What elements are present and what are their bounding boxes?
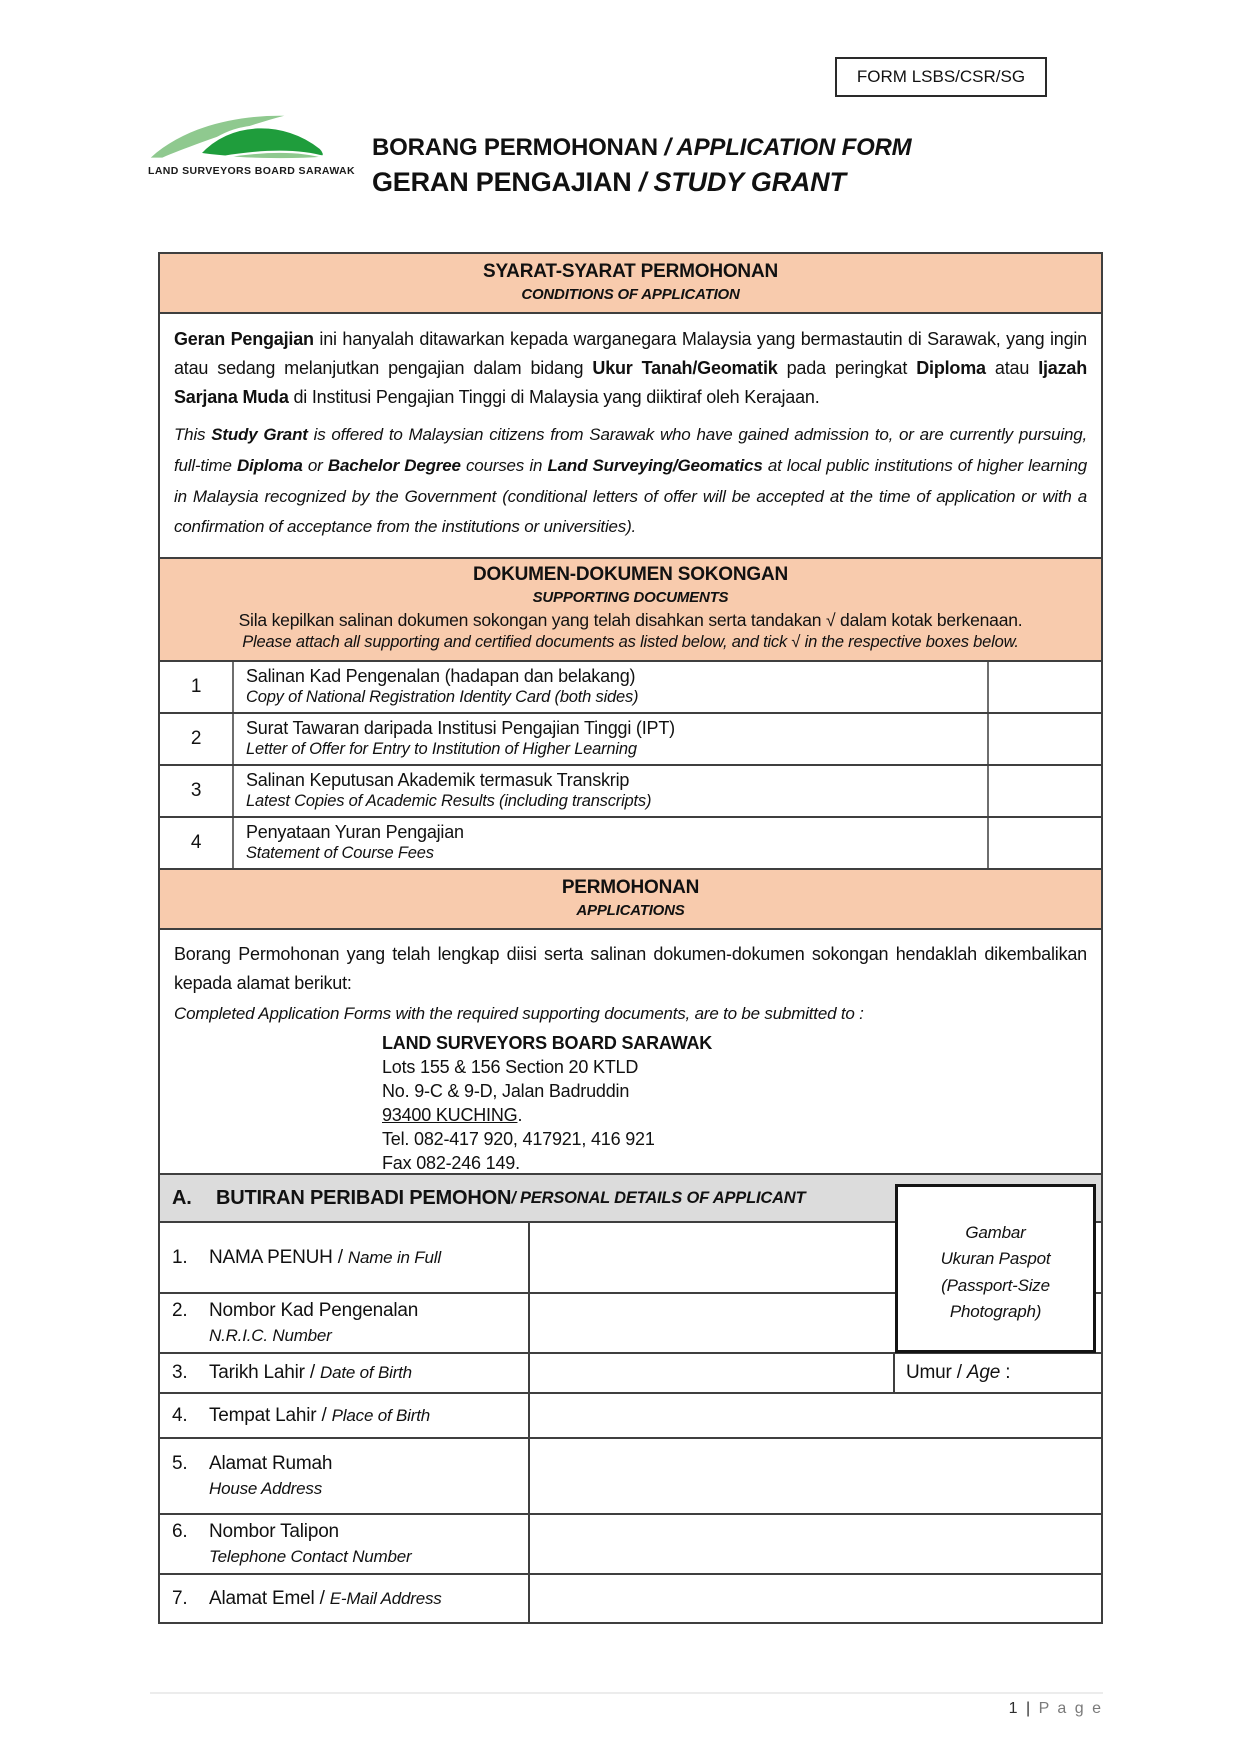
field-row-dob <box>160 1354 1101 1394</box>
field-label-ms: Nombor Talipon <box>209 1521 339 1542</box>
form-code-box <box>835 57 1047 97</box>
documents-note-ms: Sila kepilkan salinan dokumen sokongan yang telah disahkan serta tandakan √ dalam kotak berkenaan. <box>238 609 1023 630</box>
document-row-1 <box>160 660 1101 712</box>
row-number: 4. <box>172 1404 188 1426</box>
page-number: 1 | <box>1008 1700 1039 1717</box>
house-address-field[interactable] <box>530 1439 1101 1513</box>
form-code-text: FORM LSBS/CSR/SG <box>856 67 1026 86</box>
applications-body <box>160 928 1101 1186</box>
address-fax: Fax 082-246 149. <box>382 1153 520 1174</box>
page-word: P a g e <box>1038 1700 1103 1717</box>
field-row-pob <box>160 1394 1101 1439</box>
documents-header-en: SUPPORTING DOCUMENTS <box>532 588 729 606</box>
field-row-telephone <box>160 1515 1101 1575</box>
documents-note-en: Please attach all supporting and certified documents as listed below, and tick √ in the respective boxes below. <box>242 632 1019 651</box>
applications-header-ms: PERMOHONAN <box>561 876 700 898</box>
photo-box-line4: Photograph) <box>949 1302 1042 1322</box>
document-desc-en: Latest Copies of Academic Results (including transcripts) <box>246 792 652 811</box>
page-footer <box>158 1700 1103 1718</box>
age-cell <box>893 1354 1101 1392</box>
conditions-paragraph-ms: Geran Pengajian ini hanyalah ditawarkan kepada warganegara Malaysia yang bermastautin di Sarawak, yang ingin atau sedang melanjutkan pengajian dalam bidang Ukur Tanah/Geomatik pada peringkat Diploma atau Ijazah Sarjana Muda di Institusi Pengajian Tinggi di Malaysia yang diiktiraf oleh Kerajaan. <box>174 329 1088 407</box>
document-row-3 <box>160 764 1101 816</box>
title-line1-en: / APPLICATION FORM <box>664 134 912 161</box>
field-row-house-address <box>160 1439 1101 1515</box>
field-row-email <box>160 1575 1101 1622</box>
section-letter: A. <box>172 1186 192 1209</box>
tick-box-4[interactable] <box>987 818 1101 868</box>
form-title-line2 <box>372 167 911 198</box>
age-label: Umur / Age : <box>906 1362 1011 1383</box>
section-title-en: / PERSONAL DETAILS OF APPLICANT <box>511 1188 806 1207</box>
document-number: 4 <box>160 818 234 868</box>
field-label-en: Date of Birth <box>320 1363 412 1382</box>
tick-box-2[interactable] <box>987 714 1101 764</box>
field-label-ms: NAMA PENUH / <box>209 1246 348 1268</box>
title-line2-en: / STUDY GRANT <box>638 167 846 197</box>
conditions-header-ms: SYARAT-SYARAT PERMOHONAN <box>482 261 779 282</box>
documents-header <box>160 557 1101 660</box>
document-desc-ms: Salinan Keputusan Akademik termasuk Transkrip <box>246 770 630 791</box>
document-desc-ms: Penyataan Yuran Pengajian <box>246 822 464 843</box>
field-label-en: House Address <box>209 1479 322 1498</box>
document-desc-en: Copy of National Registration Identity Card (both sides) <box>246 688 639 707</box>
field-label-ms: Tarikh Lahir / <box>209 1362 321 1383</box>
conditions-header <box>160 254 1101 312</box>
applications-note-ms: Borang Permohonan yang telah lengkap diisi serta salinan dokumen-dokumen sokongan hendaklah dikembalikan kepada alamat berikut: <box>174 943 1087 993</box>
address-line1: Lots 155 & 156 Section 20 KTLD <box>382 1056 639 1077</box>
photo-box-line3: (Passport-Size <box>941 1275 1050 1295</box>
document-number: 2 <box>160 714 234 764</box>
field-label-ms: Alamat Rumah <box>209 1453 333 1474</box>
conditions-paragraph-en: This Study Grant is offered to Malaysian citizens from Sarawak who have gained admission to, or are currently pursuing, full-time Diploma or Bachelor Degree courses in Land Surveying/Geomatics at local public institutions of higher learning in Malaysia recognized by the Government (conditional letters of offer will be accepted at the time of application or with a confirmation of acceptance from the institutions or universities). <box>174 425 1087 537</box>
field-label-en: N.R.I.C. Number <box>209 1326 332 1345</box>
lsbs-logo <box>148 112 356 177</box>
title-line2-ms: GERAN PENGAJIAN <box>372 167 639 197</box>
field-label-ms: Alamat Emel / <box>209 1587 330 1609</box>
document-row-2 <box>160 712 1101 764</box>
field-label-ms: Tempat Lahir / <box>209 1404 332 1426</box>
photo-box-line2: Ukuran Paspot <box>940 1249 1051 1269</box>
address-line2: No. 9-C & 9-D, Jalan Badruddin <box>382 1081 630 1102</box>
row-number: 5. <box>172 1453 188 1474</box>
document-row-4 <box>160 816 1101 868</box>
applications-note-en: Completed Application Forms with the required supporting documents, are to be submitted to : <box>174 1004 864 1024</box>
document-desc-en: Statement of Course Fees <box>246 844 434 863</box>
address-block <box>382 1031 1087 1176</box>
lsbs-logo-icon <box>148 112 328 164</box>
row-number: 6. <box>172 1521 188 1542</box>
field-label-en: E-Mail Address <box>329 1588 442 1608</box>
documents-header-ms: DOKUMEN-DOKUMEN SOKONGAN <box>472 563 789 585</box>
address-tel: Tel. 082-417 920, 417921, 416 921 <box>382 1129 655 1150</box>
row-number: 7. <box>172 1587 188 1609</box>
footer-divider <box>150 1692 1103 1694</box>
document-number: 3 <box>160 766 234 816</box>
document-desc-ms: Salinan Kad Pengenalan (hadapan dan belakang) <box>246 666 636 687</box>
field-label-ms: Nombor Kad Pengenalan <box>209 1300 419 1321</box>
field-label-en: Telephone Contact Number <box>209 1547 412 1566</box>
photo-box[interactable] <box>895 1184 1096 1353</box>
title-line1-ms: BORANG PERMOHONAN <box>372 134 665 161</box>
upper-table <box>158 252 1103 1188</box>
address-city: 93400 KUCHING. <box>382 1105 523 1126</box>
pob-field[interactable] <box>530 1394 1101 1437</box>
logo-caption: LAND SURVEYORS BOARD SARAWAK <box>148 165 356 177</box>
row-number: 2. <box>172 1300 188 1321</box>
dob-field[interactable] <box>530 1354 893 1392</box>
applications-header-en: APPLICATIONS <box>576 901 685 919</box>
conditions-body <box>160 312 1101 557</box>
tick-box-1[interactable] <box>987 662 1101 712</box>
field-label-en: Name in Full <box>347 1247 441 1267</box>
document-desc-ms: Surat Tawaran daripada Institusi Pengajian Tinggi (IPT) <box>246 718 675 739</box>
age-field[interactable] <box>1010 1354 1101 1392</box>
document-desc-en: Letter of Offer for Entry to Institution of Higher Learning <box>246 740 637 759</box>
section-a-table <box>158 1173 1103 1624</box>
form-title-line1 <box>372 134 911 162</box>
form-title <box>372 134 911 198</box>
applications-header <box>160 868 1101 928</box>
document-number: 1 <box>160 662 234 712</box>
row-number: 3. <box>172 1362 188 1383</box>
conditions-header-en: CONDITIONS OF APPLICATION <box>521 286 740 303</box>
tick-box-3[interactable] <box>987 766 1101 816</box>
address-name: LAND SURVEYORS BOARD SARAWAK <box>382 1032 713 1053</box>
email-field[interactable] <box>530 1575 1101 1622</box>
telephone-field[interactable] <box>530 1515 1101 1573</box>
row-number: 1. <box>172 1246 188 1268</box>
field-label-en: Place of Birth <box>331 1405 430 1425</box>
photo-box-line1: Gambar <box>965 1223 1026 1242</box>
section-title-ms: BUTIRAN PERIBADI PEMOHON <box>216 1186 512 1209</box>
